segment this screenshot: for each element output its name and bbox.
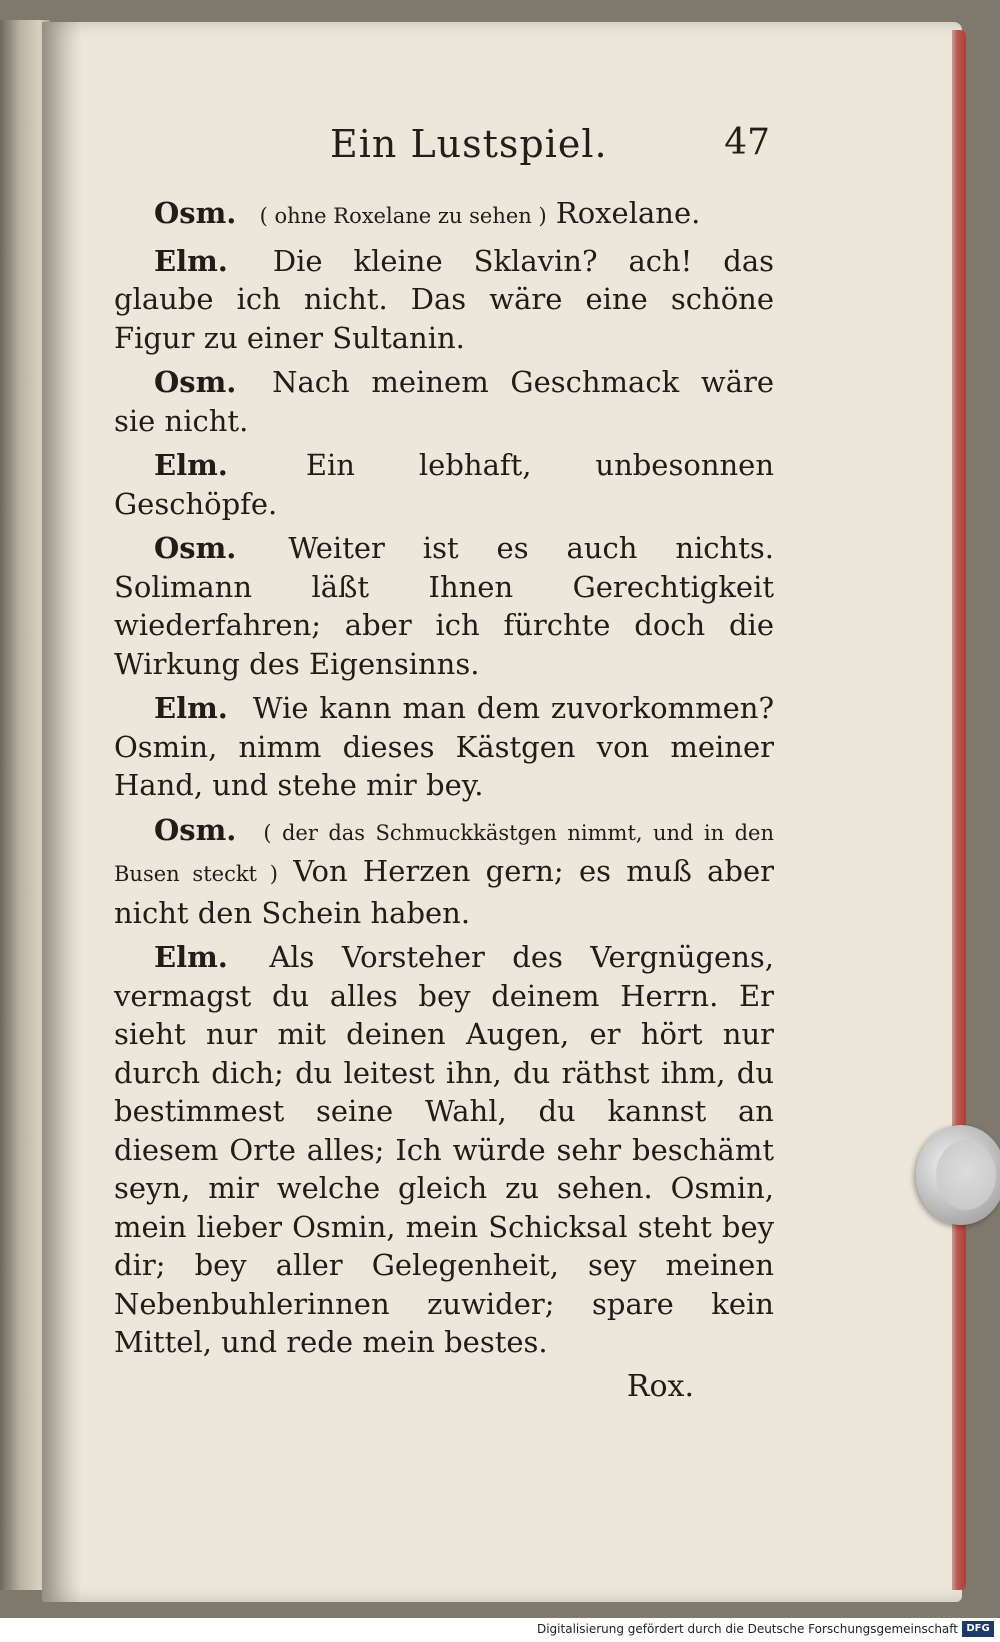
dialogue-line — [114, 529, 774, 683]
speaker-label: Elm. — [154, 691, 228, 725]
dialogue-line — [114, 242, 774, 358]
dialogue-text: Roxelane. — [555, 196, 701, 230]
text-block — [114, 194, 774, 1406]
dialogue-text: Ein lebhaft, unbesonnen Geschöpfe. — [114, 448, 775, 521]
dialogue-text: Weiter ist es auch nichts. Solimann läßt Ihnen Gerechtigkeit wiederfahren; aber ich fürchte doch die Wirkung des Eigensinns. — [114, 531, 774, 681]
speaker-label: Elm. — [154, 940, 228, 974]
dialogue-line — [114, 811, 774, 933]
dialogue-text: Nach meinem Geschmack wäre sie nicht. — [114, 365, 775, 438]
speaker-label: Elm. — [154, 448, 228, 482]
dialogue-line — [114, 363, 774, 440]
dialogue-text: Wie kann man dem zuvorkommen? Osmin, nimm dieses Kästgen von meiner Hand, und stehe mir bey. — [114, 691, 774, 802]
speaker-label: Osm. — [154, 812, 237, 847]
dialogue-text: Die kleine Sklavin? ach! das glaube ich nicht. Das wäre eine schöne Figur zu einer Sultanin. — [114, 243, 775, 355]
digitization-footer — [0, 1618, 1000, 1642]
stage-direction: ( der das Schmuckkästgen nimmt, und in den Busen steckt ) — [114, 820, 774, 886]
dialogue-text: Als Vorsteher des Vergnügens, vermagst du alles bey deinem Herrn. Er sieht nur mit deinen Augen, er hört nur durch dich; du leitest ihn, du räthst ihm, du bestimmest seine Wahl, du kannst an diesem Orte alles; Ich würde sehr beschämt seyn, mir welche gleich zu sehen. Osmin, mein lieber Osmin, mein Schicksal steht bey dir; bey aller Gelegenheit, sey meinen Nebenbuhlerinnen zuwider; spare kein Mittel, und rede mein bestes. — [114, 940, 774, 1359]
dialogue-line — [114, 938, 774, 1362]
catchword: Rox. — [626, 1368, 694, 1404]
dfg-logo: DFG — [962, 1621, 994, 1637]
speaker-label: Osm. — [154, 531, 237, 565]
stage-direction: ( ohne Roxelane zu sehen ) — [259, 204, 547, 228]
red-page-edge — [952, 30, 966, 1590]
speaker-label: Elm. — [154, 243, 228, 278]
dialogue-line — [114, 689, 774, 805]
speaker-label: Osm. — [154, 365, 237, 399]
page-header — [330, 122, 770, 182]
page-number: 47 — [724, 122, 770, 163]
dialogue-line — [114, 446, 774, 523]
dialogue-text: Von Herzen gern; es muß aber nicht den Schein haben. — [114, 854, 775, 930]
gutter-shadow — [42, 22, 82, 1602]
speaker-label: Osm. — [154, 196, 237, 230]
page-clip-inner — [936, 1140, 996, 1210]
footer-credit: Digitalisierung gefördert durch die Deutsche Forschungsgemeinschaft — [536, 1622, 958, 1636]
running-title: Ein Lustspiel. — [330, 122, 608, 166]
dialogue-line — [114, 194, 774, 236]
